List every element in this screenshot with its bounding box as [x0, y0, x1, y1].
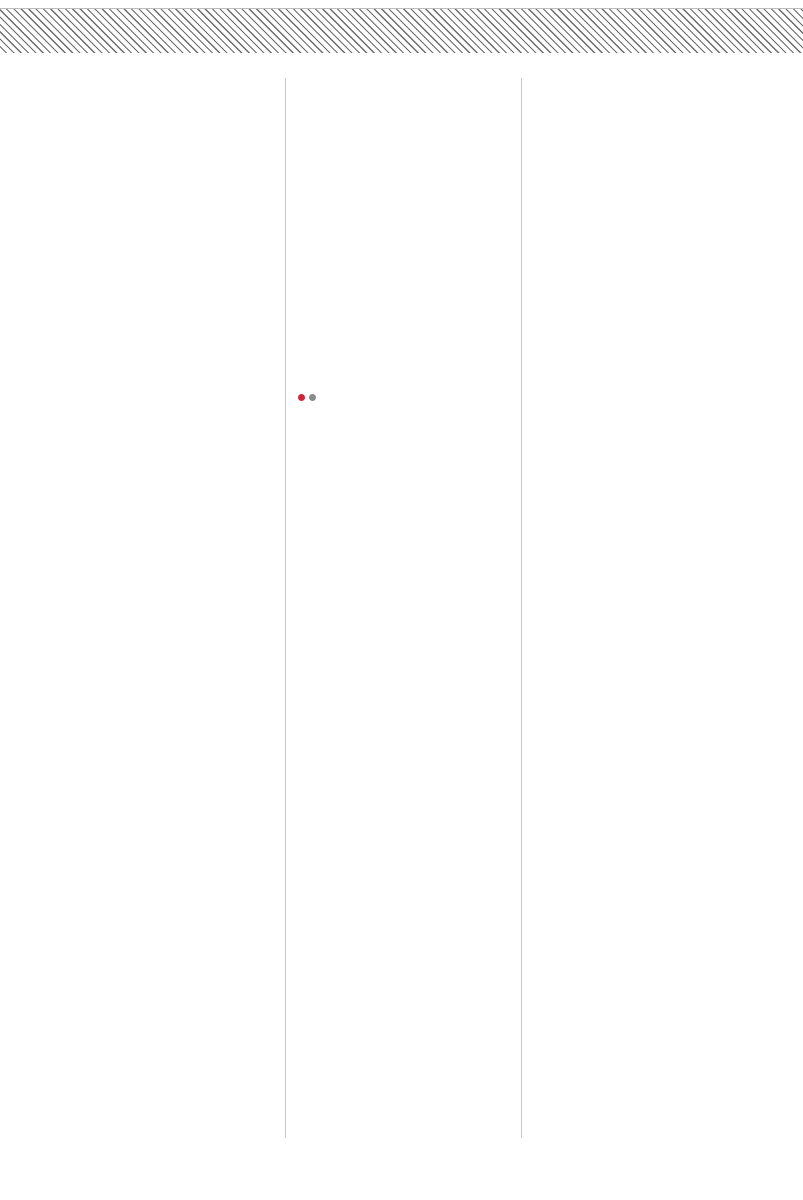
article-column-3 [537, 78, 755, 84]
grey-dot-icon [309, 394, 316, 401]
column-divider-2 [521, 78, 522, 1138]
red-dot-icon [298, 394, 305, 401]
header-hatch-band [0, 8, 803, 53]
article-column-1 [55, 78, 273, 84]
pullquote-marker [298, 394, 316, 401]
column-divider-1 [285, 78, 286, 1138]
